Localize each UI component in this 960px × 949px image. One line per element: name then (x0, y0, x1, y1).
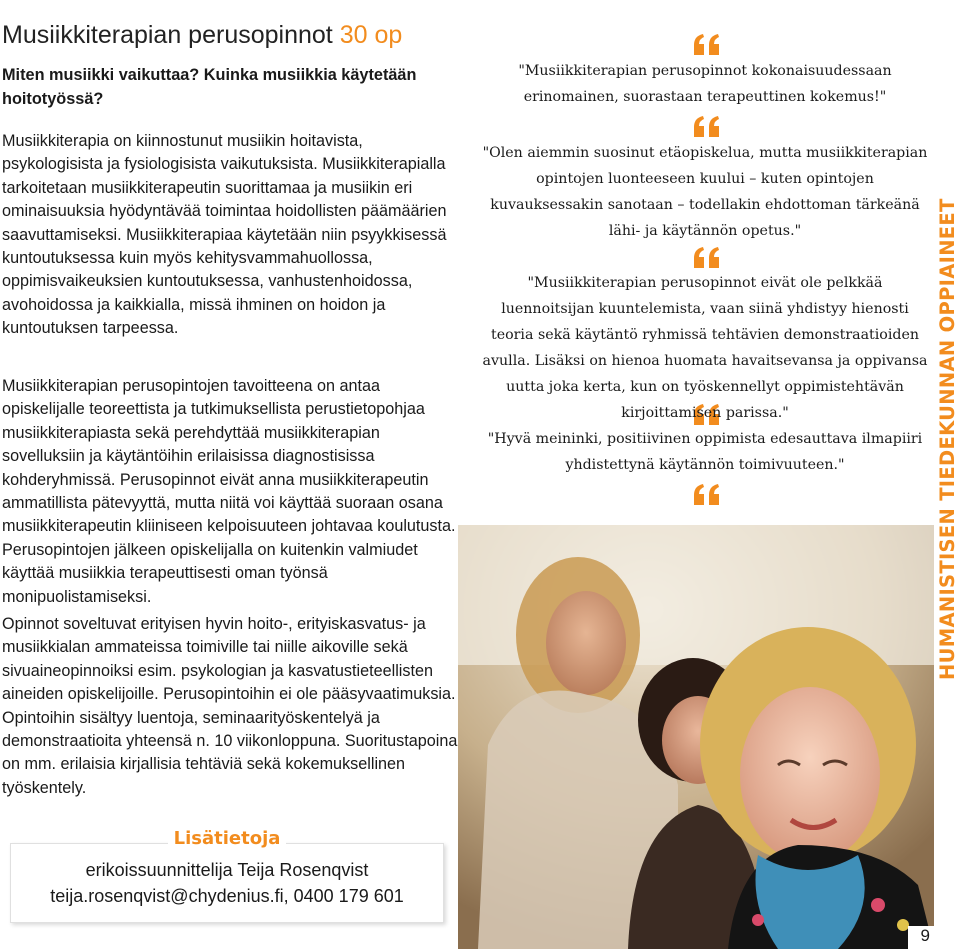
testimonial-quote: "Hyvä meininki, positiivinen oppimista edesauttava ilmapiiri yhdistettynä käytännön toimivuuteen." (487, 431, 923, 473)
lead-question: Miten musiikki vaikuttaa? Kuinka musiikkia käytetään hoitotyössä? (2, 66, 417, 108)
testimonial-quote: "Musiikkiterapian perusopinnot kokonaisuudessaan erinomainen, suorastaan terapeuttinen kokemus!" (518, 63, 892, 105)
info-heading-wrap (11, 828, 443, 849)
quote-icon (692, 483, 722, 507)
info-box (10, 828, 444, 923)
info-contact: erikoissuunnittelija Teija Rosenqvist (85, 860, 369, 880)
info-heading: Lisätietoja (168, 828, 287, 849)
students-photo (458, 525, 934, 949)
body-paragraph: Opinnot soveltuvat erityisen hyvin hoito-, erityiskasvatus- ja musiikkialan ammateissa toimiville tai niille aikoville sekä sivuaineopinnoiksi esim. psykologian ja kasvatustieteellisten aineiden opiskelijoille. Perusopintoihin ei ole pääsyvaatimuksia. Opintoihin sisältyy luentoja, seminaarityöskentelyä ja demonstraatioita yhteensä n. 10 viikonloppuna. Suoritustapoina on mm. erilaisia kirjallisia tehtäviä sekä kokemuksellinen työskentely. (2, 615, 458, 797)
faculty-label: HUMANISTISEN TIEDEKUNNAN OPPIAINEET (936, 198, 959, 680)
quote-icon (692, 33, 722, 57)
testimonial-quote: "Olen aiemmin suosinut etäopiskelua, mutta musiikkiterapian opintojen luonteeseen kuului – kuten opintojen kuvauksessakin sanotaan – todellakin ehdottoman tärkeänä lähi- ja käytännön opetus." (482, 145, 928, 239)
title-credits: 30 op (339, 20, 403, 49)
body-paragraph: Musiikkiterapia on kiinnostunut musiikin hoitavista, psykologisista ja fysiologisista vaikutuksista. Musiikkiterapialla tarkoitetaan musiikkiterapeutin suorittamaa ja musiikin eri ominaisuuksia hyödyntävää toimintaa hoidollisten päämäärien saavuttamiseksi. Musiikkiterapiaa käytetään niin psyykkisessä kuntoutuksessa kuin myös kehitysvammahuollossa, oppimisvaikeuksien kuntoutuksessa, vanhustenhoidossa, avohoidossa ja kaikkialla, missä ihminen on hoidon ja kuntoutuksen tarpeessa. (2, 132, 447, 338)
quote-icon (692, 115, 722, 139)
page-title (2, 21, 402, 50)
page-number-text: 9 (920, 926, 930, 945)
page-number (908, 926, 960, 949)
title-main: Musiikkiterapian perusopinnot (2, 20, 333, 49)
quote-icon (692, 246, 722, 270)
info-details: teija.rosenqvist@chydenius.fi, 0400 179 601 (50, 886, 404, 906)
students-photo-art (458, 525, 934, 949)
body-paragraph: Musiikkiterapian perusopintojen tavoitteena on antaa opiskelijalle teoreettista ja tutkimuksellista perustietopohjaa musiikkiterapiasta sekä perehdyttää musiikkiterapian sovelluksiin ja käytäntöihin erilaisissa diagnostisissa kohderyhmissä. Perusopinnot eivät anna musiikkiterapeutin ammatillista pätevyyttä, mutta niitä voi käyttää suoraan osana musiikkiterapeutin kliiniseen kelpoisuuteen johtavaa koulutusta. Perusopintojen jälkeen opiskelijalla on kuitenkin valmiudet käyttää musiikkia terapeuttisesti oman työnsä monipuolistamiseksi. (2, 377, 456, 606)
testimonial-quote: "Musiikkiterapian perusopinnot eivät ole pelkkää luennoitsijan kuuntelemista, vaan siinä yhdistyy hienosti teoria sekä käytäntö ryhmissä tehtävien demonstraatioiden avulla. Lisäksi on hienoa huomata havaitsevansa ja oppivansa uutta joka kerta, kun on työskennellyt oppimistehtävän kirjoittamisen parissa." (482, 275, 928, 421)
